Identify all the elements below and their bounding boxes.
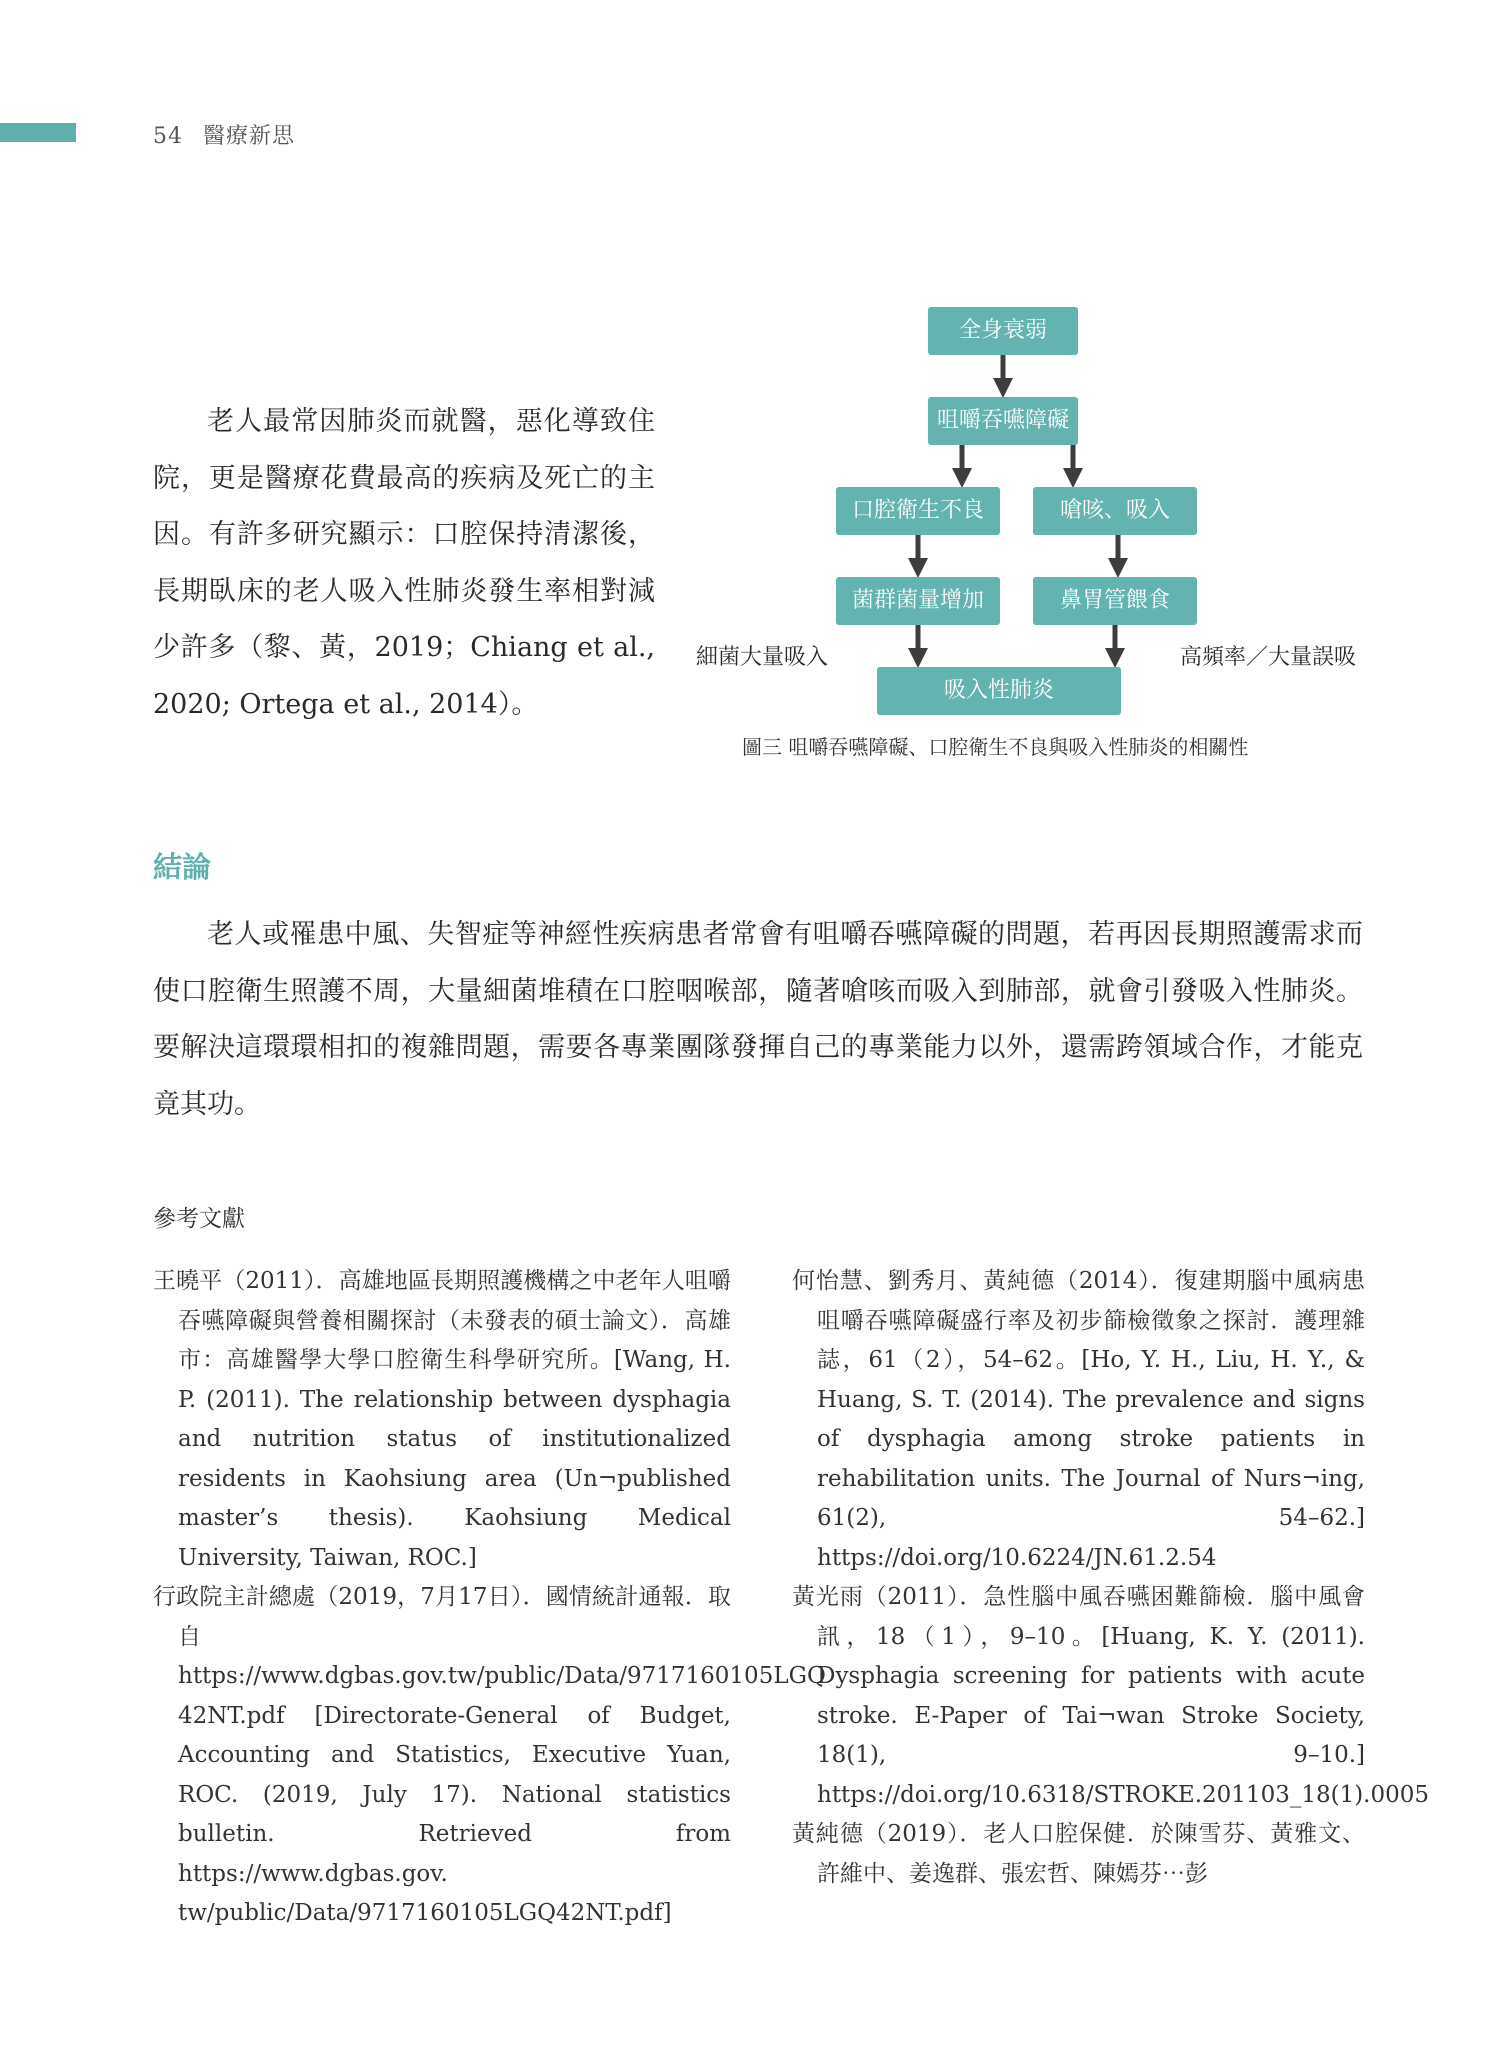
- node-bacteria-increase: 菌群菌量增加: [836, 577, 1000, 625]
- intro-paragraph: 老人最常因肺炎而就醫，惡化導致住院，更是醫療花費最高的疾病及死亡的主因。有許多研究顯示：口腔保持清潔後，長期臥床的老人吸入性肺炎發生率相對減少許多（黎、黃，2019；Chiang et al., 2020; Ortega et al., 2014）。: [153, 406, 655, 720]
- reference-entry: 王曉平（2011）．高雄地區長期照護機構之中老年人咀嚼吞嚥障礙與營養相關探討（未發表的碩士論文）．高雄市：高雄醫學大學口腔衛生科學研究所。[Wang, H. P. (2011). The relationship between dysphagia and nutrition status of institutionalized residents in Kaohsiung area (Un¬published master’s thesis). Kaohsiung Medical University, Taiwan, ROC.]: [153, 1268, 731, 1571]
- node-dysphagia: 咀嚼吞嚥障礙: [928, 397, 1078, 445]
- node-choking-aspiration: 嗆咳、吸入: [1033, 487, 1197, 535]
- reference-entry: 黃光雨（2011）．急性腦中風吞嚥困難篩檢．腦中風會訊，18（1），9–10。[Huang, K. Y. (2011). Dysphagia screening for patients with acute stroke. E-Paper of Tai¬wan Stroke Society, 18(1), 9–10.] https://doi.org/10.6318/STROKE.201103_18(1).0005: [792, 1584, 1430, 1808]
- page-header: [153, 119, 295, 150]
- node-poor-oral-hygiene: 口腔衛生不良: [836, 487, 1000, 535]
- label-high-frequency-aspiration: 高頻率／大量誤吸: [1180, 645, 1357, 670]
- label-bacteria-aspirated: 細菌大量吸入: [696, 645, 829, 670]
- node-ng-tube-feeding: 鼻胃管餵食: [1033, 577, 1197, 625]
- reference-entry: 黃純德（2019）．老人口腔保健．於陳雪芬、黃雅文、許維中、姜逸群、張宏哲、陳嫣芬⋯彭: [792, 1821, 1365, 1887]
- header-accent-bar: [0, 123, 76, 142]
- references-right-column: [792, 1262, 1430, 1894]
- section-heading-conclusion: 結論: [153, 850, 212, 884]
- node-general-weakness: 全身衰弱: [928, 307, 1078, 355]
- references-left-column: [153, 1262, 826, 1934]
- reference-entry: 行政院主計總處（2019，7月17日）．國情統計通報．取自 https://www.dgbas.gov.tw/public/Data/9717160105LGQ 42NT.pdf [Directorate-General of Budget, Accounting and Statistics, Executive Yuan, ROC. (2019, July 17). National statistics bulletin. Retrieved from https://www.dgbas.gov. tw/public/Data/9717160105LGQ42NT.pdf]: [153, 1584, 826, 1926]
- conclusion-paragraph: 老人或罹患中風、失智症等神經性疾病患者常會有咀嚼吞嚥障礙的問題，若再因長期照護需求而使口腔衛生照護不周，大量細菌堆積在口腔咽喉部，隨著嗆咳而吸入到肺部，就會引發吸入性肺炎。要解決這環環相扣的複雜問題，需要各專業團隊發揮自己的專業能力以外，還需跨領域合作，才能克竟其功。: [153, 919, 1363, 1120]
- reference-entry: 何怡慧、劉秀月、黃純德（2014）．復建期腦中風病患咀嚼吞嚥障礙盛行率及初步篩檢徵象之探討．護理雜誌，61（2），54–62。[Ho, Y. H., Liu, H. Y., & Huang, S. T. (2014). The prevalence and signs of dysphagia among stroke patients in rehabilitation units. The Journal of Nurs¬ing, 61(2), 54–62.] https://doi.org/10.6224/JN.61.2.54: [792, 1268, 1365, 1571]
- page-number: 54: [153, 124, 183, 149]
- figure-caption: 圖三 咀嚼吞嚥障礙、口腔衛生不良與吸入性肺炎的相關性: [742, 735, 1249, 759]
- flow-diagram: [696, 300, 1390, 770]
- references-heading: 參考文獻: [153, 1206, 245, 1232]
- node-aspiration-pneumonia: 吸入性肺炎: [877, 667, 1121, 715]
- book-title: 醫療新思: [203, 124, 296, 149]
